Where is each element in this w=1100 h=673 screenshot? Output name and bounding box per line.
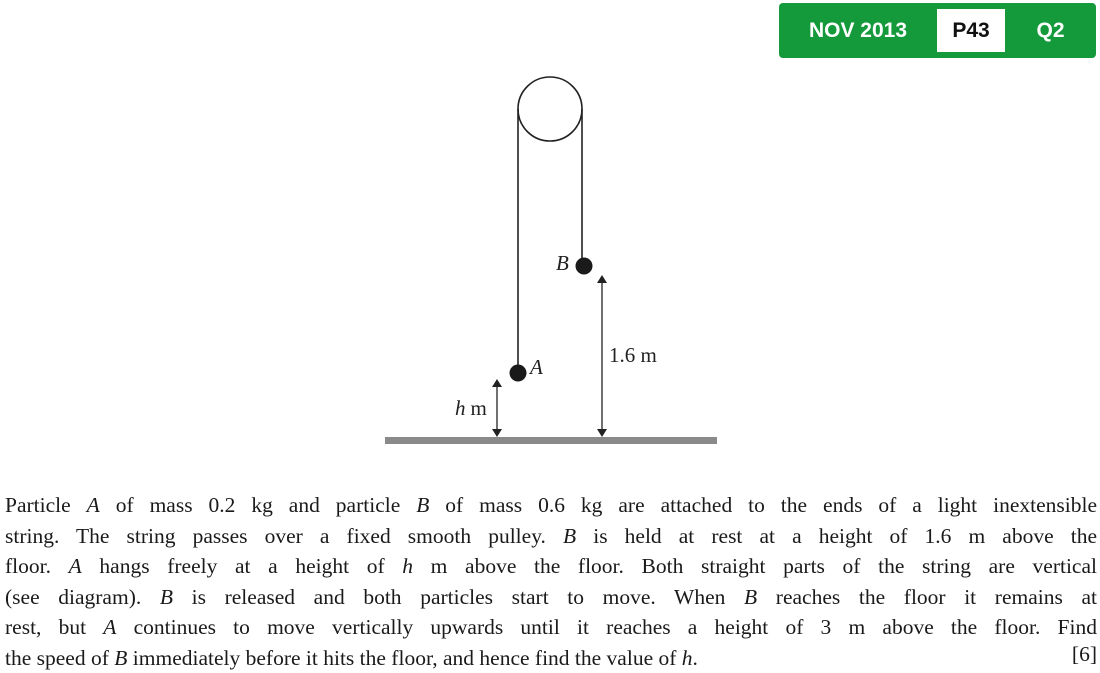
question-line: Particle A of mass 0.2 kg and particle B of mass 0.6 kg are attached to the ends of a light inextensible [5,493,1097,517]
particle-b [576,258,593,275]
question-line: rest, but A continues to move vertically upwards until it reaches a height of 3 m above the floor. Find [5,615,1097,639]
particle-a [510,365,527,382]
question-text [5,490,1097,673]
paper-number-label: P43 [937,9,1005,52]
particle-b-label: B [556,251,569,275]
question-number-label: Q2 [1036,19,1065,42]
question-line: (see diagram). B is released and both particles start to move. When B reaches the floor it remains at [5,584,1098,609]
marks-label: [6] [1071,642,1097,666]
height-b-label: 1.6 m [609,343,657,367]
question-line: string. The string passes over a fixed smooth pulley. B is held at rest at a height of 1.6 m above the [5,523,1097,548]
particle-a-label: A [530,355,543,379]
question-line: floor. A hangs freely at a height of h m above the floor. Both straight parts of the string are vertical [5,554,1097,578]
exam-session-label: NOV 2013 [808,19,908,42]
question-line: the speed of B immediately before it hits the floor, and hence find the value of h. [5,645,698,670]
pulley-wheel [518,77,582,141]
height-a-label: h m [455,396,487,420]
floor [385,437,717,444]
